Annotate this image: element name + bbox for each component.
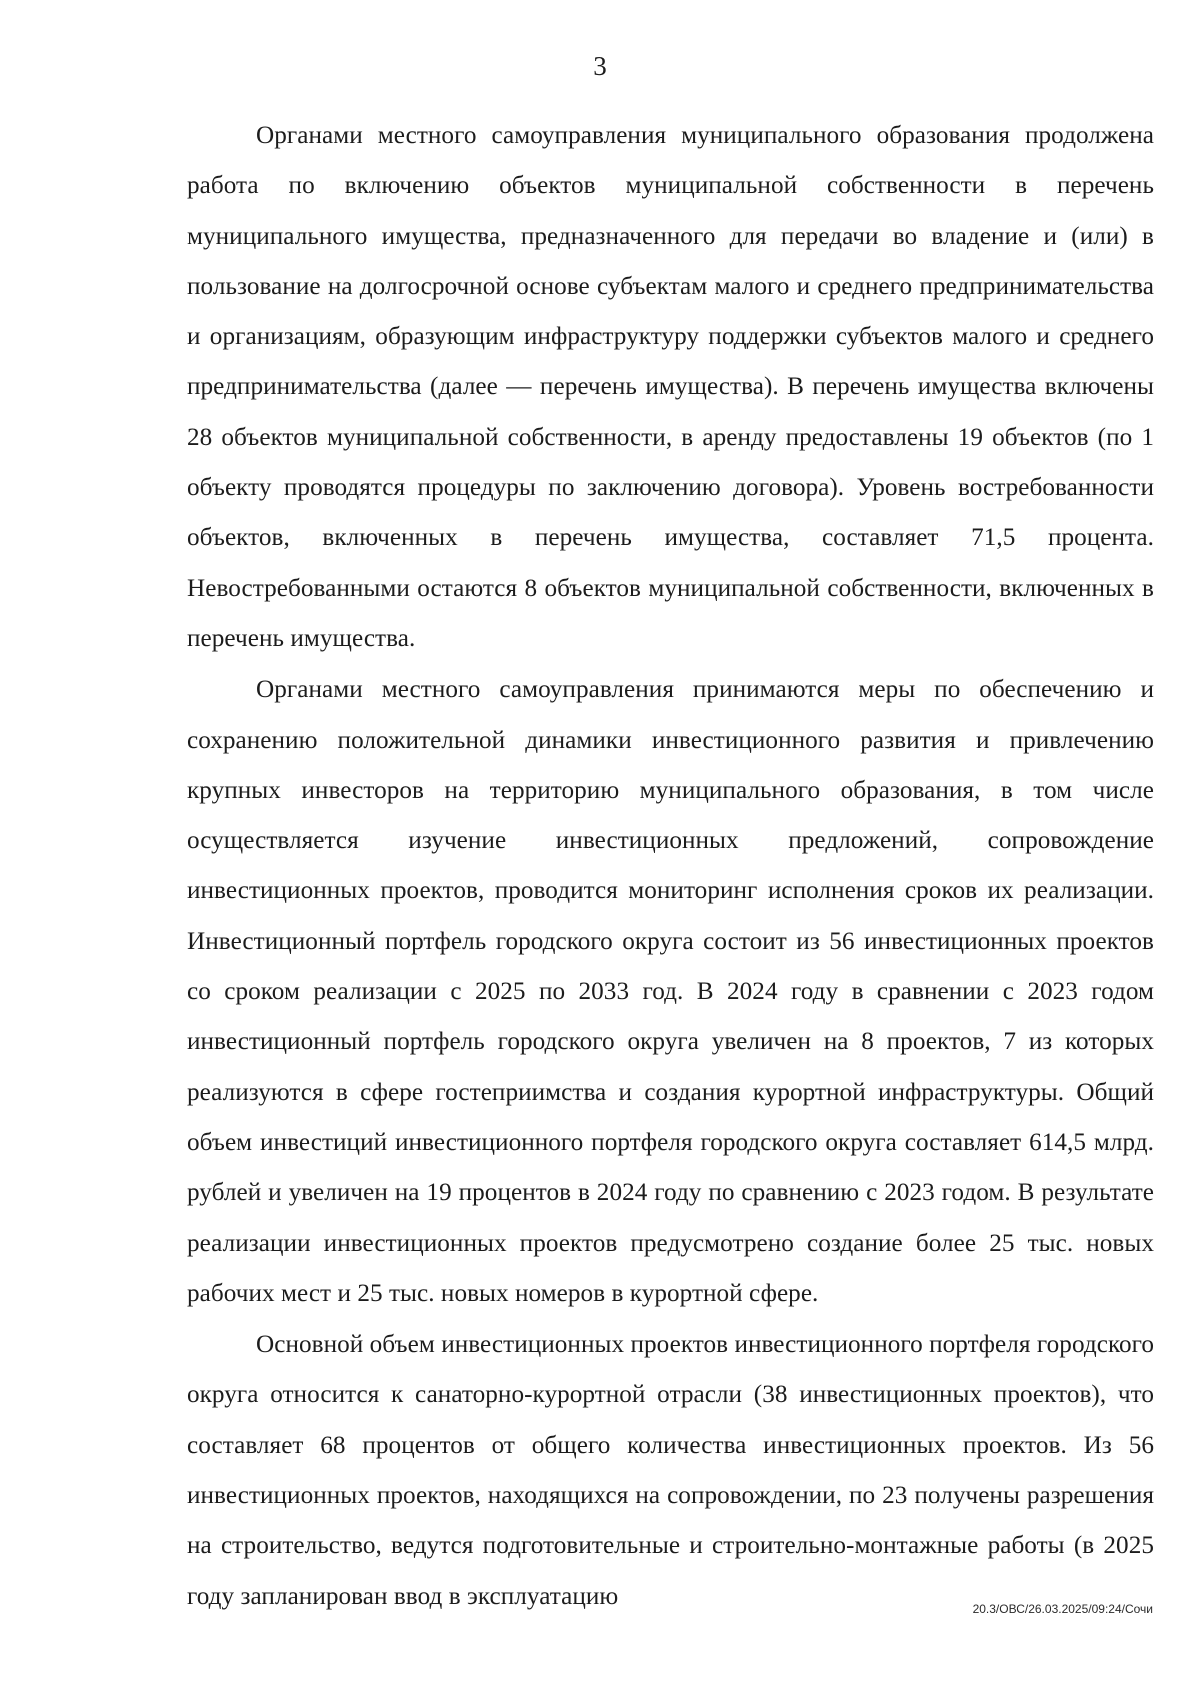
paragraph-property-list: Органами местного самоуправления муниципального образования продолжена работа по включению объектов муниципальной собственности в перечень муниципального имущества, предназначенного для передачи во владение и (или) в пользование на долгосрочной основе субъектам малого и среднего предпринимательства и организациям, образующим инфраструктуру поддержки субъектов малого и среднего предпринимательства (далее — перечень имущества). В перечень имущества включены 28 объектов муниципальной собственности, в аренду предоставлены 19 объектов (по 1 объекту проводятся процедуры по заключению договора). Уровень востребованности объектов, включенных в перечень имущества, составляет 71,5 процента. Невостребованными остаются 8 объектов муниципальной собственности, включенных в перечень имущества.: [187, 122, 1154, 652]
document-body: [187, 111, 1154, 1622]
paragraph-sanatorium-projects: Основной объем инвестиционных проектов инвестиционного портфеля городского округа относится к санаторно-курортной отрасли (38 инвестиционных проектов), что составляет 68 процентов от общего количества инвестиционных проектов. Из 56 инвестиционных проектов, находящихся на сопровождении, по 23 получены разрешения на строительство, ведутся подготовительные и строительно-монтажные работы (в 2025 году запланирован ввод в эксплуатацию: [187, 1331, 1154, 1610]
paragraph-investment-portfolio: Органами местного самоуправления принимаются меры по обеспечению и сохранению положительной динамики инвестиционного развития и привлечению крупных инвесторов на территорию муниципального образования, в том числе осуществляется изучение инвестиционных предложений, сопровождение инвестиционных проектов, проводится мониторинг исполнения сроков их реализации. Инвестиционный портфель городского округа состоит из 56 инвестиционных проектов со сроком реализации с 2025 по 2033 год. В 2024 году в сравнении с 2023 годом инвестиционный портфель городского округа увеличен на 8 проектов, 7 из которых реализуются в сфере гостеприимства и создания курортной инфраструктуры. Общий объем инвестиций инвестиционного портфеля городского округа составляет 614,5 млрд. рублей и увеличен на 19 процентов в 2024 году по сравнению с 2023 годом. В результате реализации инвестиционных проектов предусмотрено создание более 25 тыс. новых рабочих мест и 25 тыс. новых номеров в курортной сфере.: [187, 676, 1154, 1307]
page-number: 3: [593, 51, 607, 81]
document-registration-stamp: 20.3/ОВС/26.03.2025/09:24/Сочи: [972, 1602, 1153, 1616]
